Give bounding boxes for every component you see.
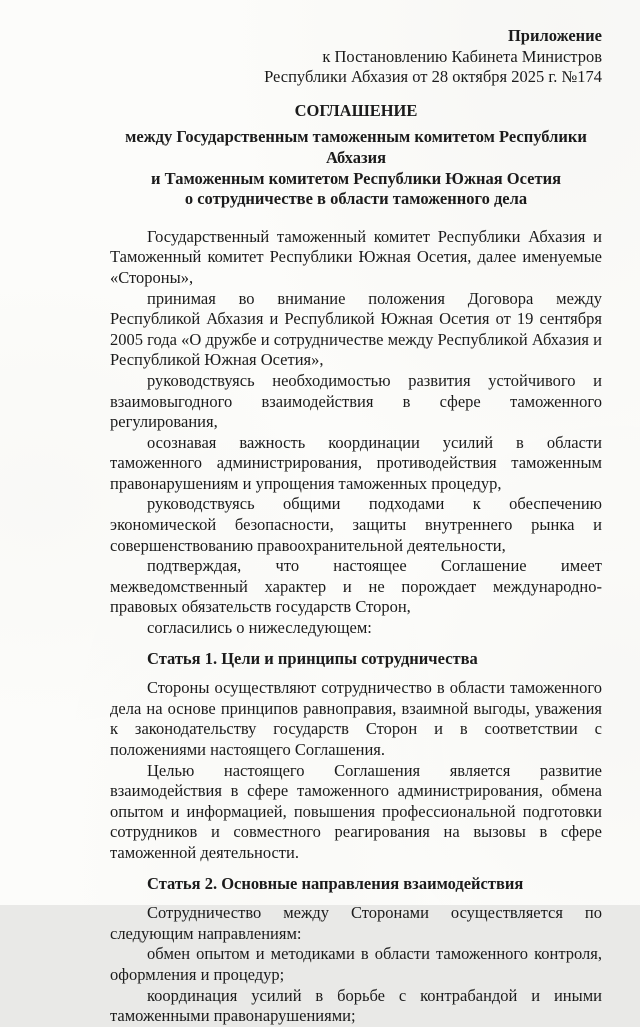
preamble-security-paragraph: руководствуясь общими подходами к обеспечению экономической безопасности, защиты внутреннего рынка и совершенствованию правоохранительной деятельности, (110, 494, 602, 555)
annex-label: Приложение (507, 26, 602, 45)
preamble-guided-paragraph: руководствуясь необходимостью развития устойчивого и взаимовыгодного взаимодействия в сфере таможенного регулирования, (110, 370, 602, 432)
article-1-paragraph-2: Целью настоящего Соглашения является развитие взаимодействия в сфере таможенного администрирования, обмена опытом и информацией, повышения профессиональной подготовки сотрудников и совместного реагирования на вызовы в сфере таможенной деятельности. (110, 760, 602, 862)
preamble-parties-paragraph: Государственный таможенный комитет Республики Абхазия и Таможенный комитет Республики Южная Осетия, далее именуемые «Стороны», (110, 226, 602, 287)
annex-resolution-line: к Постановлению Кабинета Министров (322, 46, 602, 66)
document-title-subject: о сотрудничестве в области таможенного дела (184, 189, 528, 209)
preamble-treaty-paragraph: принимая во внимание положения Договора между Республикой Абхазия и Республикой Южная Осетия от 19 сентября 2005 года «О дружбе и сотрудничестве между Республикой Абхазия и Республикой Южная Осетия», (110, 288, 602, 370)
article-2-item-exchange: обмен опытом и методиками в области таможенного контроля, оформления и процедур; (110, 944, 602, 984)
article-1-heading: Статья 1. Цели и принципы сотрудничества (147, 648, 478, 668)
article-1-paragraph-1: Стороны осуществляют сотрудничество в области таможенного дела на основе принципов равноправия, взаимной выгоды, уважения к законодательству государств Сторон и в соответствии с положениями настоящего Соглашения. (110, 678, 602, 759)
document-title-parties-line1: между Государственным таможенным комитетом Республики Абхазия (125, 127, 587, 167)
article-2-paragraph-intro: Сотрудничество между Сторонами осуществляется по следующим направлениям: (110, 903, 602, 943)
article-2-item-smuggling: координация усилий в борьбе с контрабандой и иными таможенными правонарушениями; (110, 985, 602, 1026)
annex-date-number-line: Республики Абхазия от 28 октября 2025 г. №174 (264, 67, 602, 87)
preamble-agreed-paragraph: согласились о нижеследующем: (147, 618, 372, 638)
annex-header (110, 26, 602, 88)
preamble-interagency-paragraph: подтверждая, что настоящее Соглашение имеет межведомственный характер и не порождает международно-правовых обязательств государств Сторон, (110, 556, 602, 617)
document-body (110, 227, 602, 1027)
document-title-parties-line2: и Таможенным комитетом Республики Южная Осетия (150, 168, 562, 188)
document-title-main: СОГЛАШЕНИЕ (294, 100, 418, 120)
preamble-coordination-paragraph: осознавая важность координации усилий в области таможенного администрирования, противодействия таможенным правонарушениям и упрощения таможенных процедур, (110, 432, 602, 493)
document-title (110, 101, 602, 210)
article-2-heading: Статья 2. Основные направления взаимодействия (147, 873, 524, 893)
